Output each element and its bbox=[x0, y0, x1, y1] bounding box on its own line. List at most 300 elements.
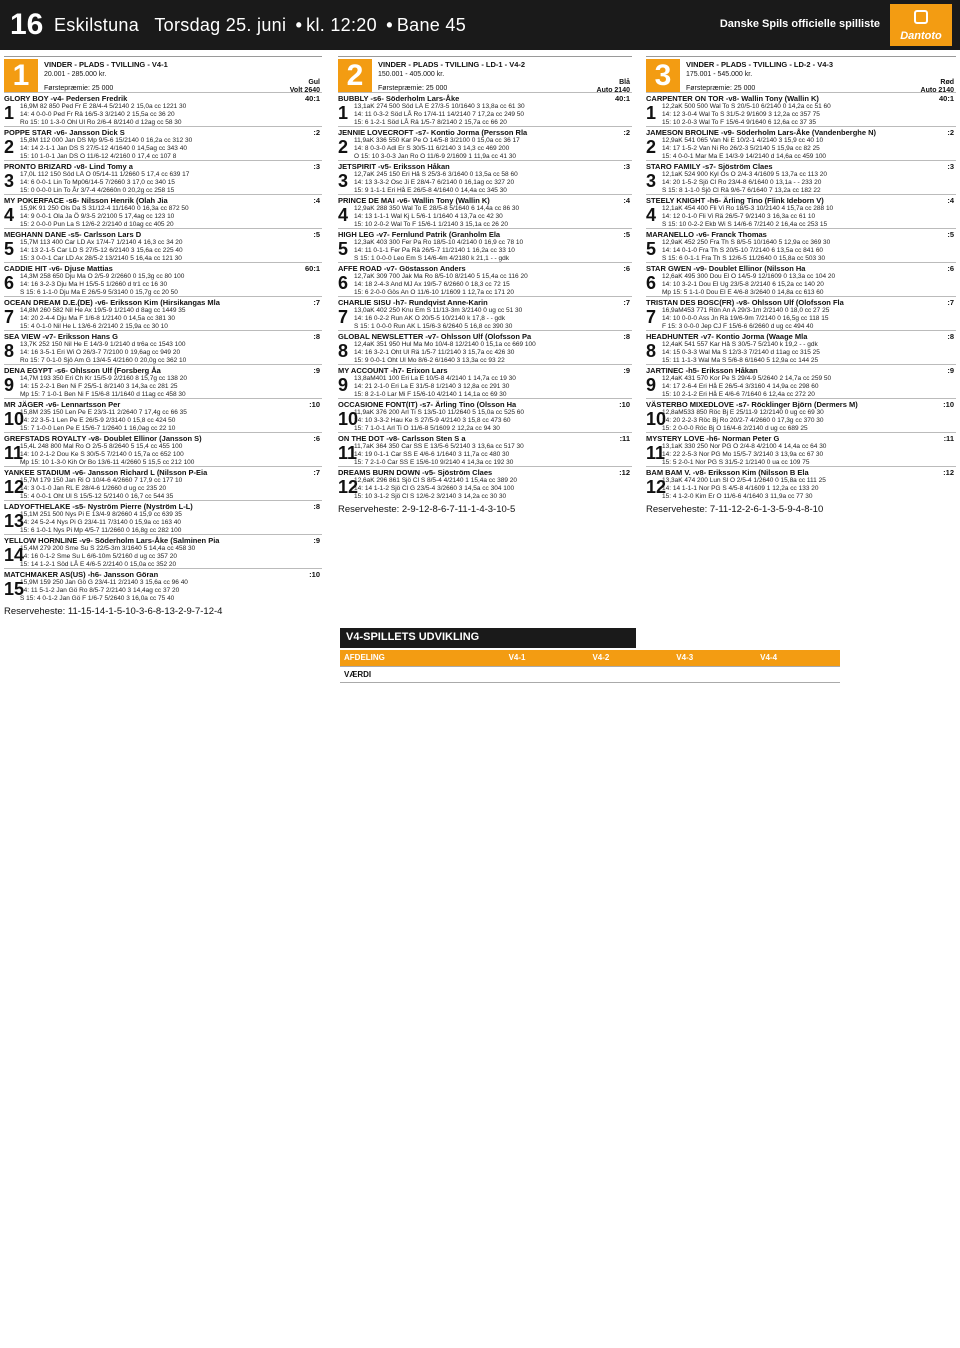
horse-name: STAR GWEN -v9- Doublet Ellinor (Nilsson Ha bbox=[646, 264, 806, 273]
horse-entry bbox=[646, 296, 956, 330]
horse-form bbox=[20, 307, 322, 331]
form-line: 15: 6 1-2-1 Söd LÅ Rä 1/5-7 8/2140 2 15,7a cc 66 20 bbox=[354, 119, 507, 126]
form-line: 17,0L 112 150 Söd LÅ O 05/14-11 1/2660 5 17,4 cc 639 17 bbox=[20, 171, 190, 178]
horse-entry bbox=[646, 398, 956, 432]
horse-name: GLOBAL NEWSLETTER -v7- Ohlsson Ulf (Olofsson Pa bbox=[338, 332, 532, 341]
horse-form bbox=[20, 273, 322, 297]
horse-form bbox=[20, 171, 322, 195]
horse-entry bbox=[4, 568, 322, 602]
horse-name: MATCHMAKER AS(US) -h6- Jansson Göran bbox=[4, 570, 159, 579]
horse-number: 12 bbox=[646, 477, 667, 497]
race-distance: Auto 2140 bbox=[920, 87, 954, 94]
horse-odds: :3 bbox=[313, 162, 320, 171]
horse-form bbox=[354, 103, 632, 127]
horse-form bbox=[20, 205, 322, 229]
horse-entry bbox=[338, 296, 632, 330]
horse-form bbox=[354, 273, 632, 297]
horse-number: 1 bbox=[338, 103, 349, 123]
race-title: VINDER - PLADS - TVILLING - V4-1 bbox=[44, 60, 168, 69]
form-line: 12,6aK 495 300 Dou El O 14/5-9 12/1609 0 13,3a cc 104 20 bbox=[662, 273, 836, 280]
horse-name: AFFE ROAD -v7- Göstasson Anders bbox=[338, 264, 466, 273]
form-line: 13,3aK 474 200 Lun Sl O 2/5-4 1/2640 0 15,8a cc 111 25 bbox=[662, 477, 826, 484]
race-prize: 150.001 - 405.000 kr. bbox=[378, 71, 445, 78]
horse-odds: :12 bbox=[619, 468, 630, 477]
horse-number: 14 bbox=[4, 545, 25, 565]
horse-form bbox=[354, 137, 632, 161]
horse-form bbox=[20, 443, 322, 467]
form-line: 15: 8 2-1-0 Lar Mi F 15/6-10 4/2140 1 14,1a cc 69 30 bbox=[354, 391, 507, 398]
reserve-horses: Reserveheste: 7-11-12-2-6-1-3-5-9-4-8-10 bbox=[646, 504, 824, 515]
form-line: 15: 2 0-0-0 Röc Bj O 16/4-6 2/2140 d ug cc 689 25 bbox=[662, 425, 808, 432]
horse-form bbox=[20, 477, 322, 501]
horse-form bbox=[354, 341, 632, 365]
form-line: 14: 16 3-5-1 Eri Wi O 26/3-7 7/2100 0 19,6ag cc 949 20 bbox=[20, 349, 181, 356]
horse-number: 8 bbox=[338, 341, 349, 361]
horse-name: MARANELLO -v6- Franck Thomas bbox=[646, 230, 767, 239]
form-line: 15,9K 91 250 Ols Da S 31/12-4 11/1640 0 16,3a cc 872 50 bbox=[20, 205, 189, 212]
form-line: Mp 15: 5 1-1-0 Dou El E 4/6-8 3/2640 0 14,8a cc 613 60 bbox=[662, 289, 824, 296]
form-line: 14: 11 0-3-2 Söd LÅ Ro 17/4-11 14/2140 7 17,2a cc 249 50 bbox=[354, 111, 524, 118]
form-line: 13,1aK 330 250 Nor PG O 2/4-8 4/2100 4 14,4a cc 64 30 bbox=[662, 443, 827, 450]
horse-number: 3 bbox=[4, 171, 15, 191]
form-line: 15: 5 2-0-1 Nor PG S 31/5-2 1/2140 0 ua cc 109 75 bbox=[662, 459, 810, 466]
horse-form bbox=[662, 307, 956, 331]
horse-name: VÄSTERBO MIXEDLOVE -s7- Röcklinger Björn (Dermers M) bbox=[646, 400, 858, 409]
horse-number: 7 bbox=[4, 307, 15, 327]
horse-name: MYSTERY LOVE -h6- Norman Peter G bbox=[646, 434, 780, 443]
horse-form bbox=[662, 171, 956, 195]
horse-name: DENA EGYPT -s6- Ohlsson Ulf (Forsberg Åa bbox=[4, 366, 161, 375]
form-line: 14: 24 5-2-4 Nys Pi G 23/4-11 7/3140 0 15,9a cc 163 40 bbox=[20, 519, 182, 526]
form-line: 15,7M 113 400 Car LD Ax 17/4-7 1/2140 4 16,3 cc 34 20 bbox=[20, 239, 183, 246]
form-line: S 15: 1 0-0-0 Leo Em S 14/6-4m 4/2180 k 21,1 - - gdk bbox=[354, 255, 510, 262]
horse-entry bbox=[646, 466, 956, 500]
form-line: 14,3M 258 650 Dju Ma O 2/5-9 2/2660 0 15,3g cc 80 100 bbox=[20, 273, 185, 280]
horse-odds: :10 bbox=[943, 400, 954, 409]
form-line: S 15: 6 1-1-0 Dju Ma E 26/5-9 5/3140 0 15,7g cc 20 50 bbox=[20, 289, 178, 296]
horse-form bbox=[354, 205, 632, 229]
horse-odds: :8 bbox=[623, 332, 630, 341]
horse-odds: :7 bbox=[947, 298, 954, 307]
horse-entry bbox=[646, 330, 956, 364]
form-line: 15: 10 1-0-1 Jan DS O 11/6-12 4/2160 0 17,4 cc 107 8 bbox=[20, 153, 177, 160]
horse-form bbox=[354, 443, 632, 467]
horse-entry bbox=[4, 500, 322, 534]
form-line: 15: 9 0-0-1 Oht Ul Mo 8/6-2 6/1640 3 13,3a cc 93 22 bbox=[354, 357, 505, 364]
race-number: 2 bbox=[338, 59, 372, 93]
horse-entry bbox=[646, 364, 956, 398]
form-line: S 15: 4 0-1-2 Jan Gö F 1/6-7 5/2640 3 16,0a cc 75 40 bbox=[20, 595, 175, 602]
horse-number: 8 bbox=[646, 341, 657, 361]
form-line: 14: 10 3-3-2 Hau Ke S 27/5-9 4/2140 3 15,8 cc 473 60 bbox=[354, 417, 511, 424]
horse-name: JETSPIRIT -v5- Eriksson Håkan bbox=[338, 162, 450, 171]
horse-odds: :2 bbox=[313, 128, 320, 137]
form-line: 14: 11 5-1-2 Jan Gö Ro 8/5-7 2/2140 3 14,4ag cc 37 20 bbox=[20, 587, 180, 594]
race-color: Blå bbox=[619, 79, 630, 86]
horse-name: JAMESON BROLINE -v9- Söderholm Lars-Åke (Vandenberghe N) bbox=[646, 128, 877, 137]
form-line: 15: 0 0-0-0 Lin To År 3/7-4 4/2660n 0 20,2g cc 258 15 bbox=[20, 187, 175, 194]
horse-form bbox=[662, 443, 956, 467]
form-line: 14: 15 2-2-1 Ben Ni F 25/5-1 8/2140 3 14,3a cc 281 25 bbox=[20, 383, 178, 390]
form-line: 14: 13 3-3-2 Osc Ji E 28/4-7 6/2140 0 16,1ag cc 327 20 bbox=[354, 179, 515, 186]
horse-form bbox=[20, 341, 322, 365]
form-line: 15: 9 1-1-1 Eri Hå E 26/5-8 4/1640 0 14,4a cc 345 30 bbox=[354, 187, 507, 194]
horse-name: YANKEE STADIUM -v6- Jansson Richard L (Nilsson P-Eia bbox=[4, 468, 208, 477]
form-line: S 15: 10 0-2-2 Ekb Wi S 14/6-6 7/2140 2 16,4a cc 253 15 bbox=[662, 221, 828, 228]
horse-odds: :6 bbox=[947, 264, 954, 273]
horse-odds: :8 bbox=[947, 332, 954, 341]
form-line: S 15: 6 0-1-1 Fra Th S 12/6-5 11/2640 0 15,8a cc 503 30 bbox=[662, 255, 826, 262]
horse-name: DREAMS BURN DOWN -v5- Sjöström Claes bbox=[338, 468, 493, 477]
horse-name: GLORY BOY -v4- Pedersen Fredrik bbox=[4, 94, 128, 103]
horse-number: 5 bbox=[338, 239, 349, 259]
horse-number: 2 bbox=[4, 137, 15, 157]
form-line: 15: 4 0-0-1 Mar Ma E 14/3-9 14/2140 d 14,6a cc 459 100 bbox=[662, 153, 827, 160]
form-line: 13,7K 252 150 Nil He E 14/3-9 1/2140 d tr6a cc 1543 100 bbox=[20, 341, 186, 348]
horse-number: 6 bbox=[4, 273, 15, 293]
form-line: 14: 16 0-1-2 Sme Su L 6/6-10m 5/2160 d ug cc 357 20 bbox=[20, 553, 177, 560]
form-line: S 15: 8 1-1-0 Sjö Cl Rä 9/6-7 6/1640 7 13,2a cc 182 22 bbox=[662, 187, 821, 194]
form-line: 14: 20 2-2-3 Röc Bj Ro 20/2-7 4/2660 0 17,3g cc 370 30 bbox=[662, 417, 824, 424]
horse-name: TRISTAN DES BOSC(FR) -v8- Ohlsson Ulf (Olofsson Fla bbox=[646, 298, 844, 307]
form-line: 12,9aK 288 350 Wal To E 28/5-8 5/1640 6 14,4a cc 86 30 bbox=[354, 205, 520, 212]
form-line: 15: 6 1-0-1 Nys Pi Mp 4/5-7 11/2660 0 16,8g cc 282 100 bbox=[20, 527, 182, 534]
horse-odds: :9 bbox=[623, 366, 630, 375]
horse-name: STARO FAMILY -s7- Sjöström Claes bbox=[646, 162, 773, 171]
form-line: 14: 11 0-1-1 Fer Pa Rä 26/5-7 11/2140 1 16,2a cc 33 10 bbox=[354, 247, 515, 254]
horse-number: 3 bbox=[338, 171, 349, 191]
v4-row-label: VÆRDI bbox=[340, 666, 505, 682]
horse-form bbox=[20, 375, 322, 399]
form-line: 14: 14 0-1-0 Fra Th S 20/5-10 7/2140 6 13,5a cc 841 60 bbox=[662, 247, 824, 254]
horse-odds: :11 bbox=[619, 434, 630, 443]
form-line: 16,9M 82 850 Ped Fr E 28/4-4 5/2140 2 15,0a cc 1221 30 bbox=[20, 103, 187, 110]
form-line: 12,4aK 431 570 Kor Pe S 29/4-9 5/2640 2 14,7a cc 259 50 bbox=[662, 375, 832, 382]
horse-entry bbox=[4, 296, 322, 330]
horse-form bbox=[20, 239, 322, 263]
form-line: 14: 4 0-0-0 Ped Fr Rä 16/5-3 3/2140 2 15,5a cc 36 20 bbox=[20, 111, 175, 118]
horse-entry bbox=[646, 126, 956, 160]
horse-name: HEADHUNTER -v7- Kontio Jorma (Waage Mla bbox=[646, 332, 808, 341]
form-line: 14: 14 2-1-1 Jan DS S 27/5-12 4/1640 0 14,5ag cc 343 40 bbox=[20, 145, 187, 152]
horse-form bbox=[662, 341, 956, 365]
horse-form bbox=[20, 409, 322, 433]
horse-name: MY POKERFACE -s6- Nilsson Henrik (Olah Jia bbox=[4, 196, 168, 205]
horse-form bbox=[662, 103, 956, 127]
horse-form bbox=[20, 137, 322, 161]
form-line: 14: 21 2-1-0 Eri La E 31/5-8 1/2140 3 12,8a cc 291 30 bbox=[354, 383, 510, 390]
form-line: 13,8aM401 100 Eri La E 10/5-8 4/2140 1 14,7a cc 19 30 bbox=[354, 375, 516, 382]
race-column bbox=[4, 56, 322, 617]
horse-entry bbox=[646, 262, 956, 296]
race-title: VINDER - PLADS - TVILLING - LD-1 - V4-2 bbox=[378, 60, 526, 69]
horse-odds: :3 bbox=[623, 162, 630, 171]
v4-header-cell: V4-1 bbox=[505, 650, 589, 666]
horse-name: STEELY KNIGHT -h6- Ärling Tino (Flink Ideborn V) bbox=[646, 196, 824, 205]
horse-odds: :5 bbox=[947, 230, 954, 239]
form-line: 14: 12 3-0-4 Wal To S 31/5-2 9/1609 3 12,2a cc 357 75 bbox=[662, 111, 820, 118]
form-line: 15: 10 2-0-3 Wal To F 15/6-4 9/1640 6 12,6a cc 37 35 bbox=[662, 119, 816, 126]
form-line: Mp 15: 10 1-3-0 Kih Or Bo 13/6-11 4/2660 5 15,5 cc 212 100 bbox=[20, 459, 195, 466]
horse-odds: :7 bbox=[313, 298, 320, 307]
form-line: 15,9M 159 250 Jan Gö G 23/4-11 2/2140 3 15,6a cc 96 40 bbox=[20, 579, 188, 586]
form-line: 15,4M 279 200 Sme Su S 22/5-3m 3/1640 5 14,4a cc 458 30 bbox=[20, 545, 196, 552]
form-line: S 15: 1 0-0-0 Run AK L 15/6-3 6/2640 5 16,8 cc 390 30 bbox=[354, 323, 513, 330]
horse-form bbox=[354, 307, 632, 331]
form-line: 15: 10 3-1-2 Sjö Cl S 12/6-2 3/2140 3 14,2a cc 30 30 bbox=[354, 493, 507, 500]
race-distance: Auto 2140 bbox=[596, 87, 630, 94]
form-line: 11,9aK 376 200 Arl Ti S 13/5-10 11/2640 5 15,0a cc 525 60 bbox=[354, 409, 524, 416]
horse-entry bbox=[338, 262, 632, 296]
race-first-prize: Førstepræmie: 25 000 bbox=[44, 85, 114, 92]
horse-number: 9 bbox=[338, 375, 349, 395]
form-line: 12,1aK 454 400 Fli Vi Ro 18/5-3 10/2140 4 15,7a cc 288 10 bbox=[662, 205, 834, 212]
horse-name: CARPENTER ON TOR -v8- Wallin Tony (Wallin K) bbox=[646, 94, 819, 103]
horse-entry bbox=[646, 228, 956, 262]
form-line: 14: 20 2-4-4 Dju Ma F 1/6-8 1/2140 0 14,5a cc 381 30 bbox=[20, 315, 176, 322]
horse-number: 3 bbox=[646, 171, 657, 191]
form-line: 12,4aK 351 950 Hul Ma Mo 10/4-8 12/2140 0 15,1a cc 669 100 bbox=[354, 341, 536, 348]
form-line: 15: 4 0-1-0 Nil He L 13/6-6 2/2140 2 15,9a cc 30 10 bbox=[20, 323, 168, 330]
horse-name: LADYOFTHELAKE -s5- Nyström Pierre (Nyström L-L) bbox=[4, 502, 193, 511]
horse-number: 10 bbox=[4, 409, 25, 429]
horse-odds: :5 bbox=[313, 230, 320, 239]
horse-odds: :9 bbox=[313, 366, 320, 375]
v4-header-cell: V4-3 bbox=[672, 650, 756, 666]
form-line: 15,8M 235 150 Len Pe E 23/3-11 2/2640 7 17,4g cc 66 35 bbox=[20, 409, 187, 416]
form-line: 14: 17 1-5-2 Van Ni Ro 26/2-3 5/2140 5 15,9a cc 82 25 bbox=[662, 145, 820, 152]
form-line: 12,4aK 541 557 Kar Hå S 30/5-7 5/2140 k 19,2 - - gdk bbox=[662, 341, 818, 348]
horse-number: 7 bbox=[338, 307, 349, 327]
race-color: Rød bbox=[940, 79, 954, 86]
horse-form bbox=[354, 409, 632, 433]
horse-odds: :9 bbox=[313, 536, 320, 545]
reserve-horses: Reserveheste: 2-9-12-8-6-7-11-1-4-3-10-5 bbox=[338, 504, 516, 515]
horse-number: 2 bbox=[338, 137, 349, 157]
horse-odds: :4 bbox=[947, 196, 954, 205]
horse-entry bbox=[338, 364, 632, 398]
form-line: 13,0aK 402 250 Knu Em S 11/13-3m 3/2140 0 ug cc 51 30 bbox=[354, 307, 523, 314]
horse-entry bbox=[4, 466, 322, 500]
horse-number: 12 bbox=[4, 477, 25, 497]
horse-name: BUBBLY -s6- Söderholm Lars-Åke bbox=[338, 94, 460, 103]
form-line: Ro 15: 7 0-1-0 Sjö Am G 13/4-5 4/2160 0 20,0g cc 362 10 bbox=[20, 357, 187, 364]
dantoto-logo: Dantoto bbox=[890, 4, 952, 46]
horse-name: PRINCE DE MAI -v6- Wallin Tony (Wallin K) bbox=[338, 196, 490, 205]
horse-number: 5 bbox=[4, 239, 15, 259]
form-line: 14: 20 1-5-2 Sjö Cl Ro 23/4-8 6/1640 0 13,1a - - 233 20 bbox=[662, 179, 822, 186]
horse-number: 1 bbox=[4, 103, 15, 123]
form-line: 12,3aK 403 300 Fer Pa Ro 18/5-10 4/2140 0 16,9 cc 78 10 bbox=[354, 239, 524, 246]
form-line: 14: 9 0-0-1 Ola Ja Ö 9/3-5 2/2100 5 17,4ag cc 123 10 bbox=[20, 213, 175, 220]
v4-header-cell: V4-4 bbox=[756, 650, 840, 666]
form-line: 14: 6 0-0-1 Lin To Mp06/14-5 7/2660 3 17,0 cc 340 15 bbox=[20, 179, 175, 186]
header-tagline: Danske Spils officielle spilliste bbox=[719, 18, 880, 30]
form-line: 14: 14 1-1-2 Sjö Cl G 23/5-4 3/2660 3 14,5a cc 304 100 bbox=[354, 485, 515, 492]
form-line: 14: 16 0-2-2 Run AK O 20/5-5 10/2140 k 17,8 - - gdk bbox=[354, 315, 506, 322]
form-line: 15: 4 0-0-1 Oht Ul S 15/5-12 5/2140 0 16,7 cc 544 35 bbox=[20, 493, 174, 500]
horse-entry bbox=[338, 92, 632, 126]
form-line: 14,8M 260 582 Nil He Ax 19/5-9 1/2140 d 8ag cc 1449 35 bbox=[20, 307, 186, 314]
horse-entry bbox=[4, 92, 322, 126]
form-line: 15,1M 251 500 Nys Pi E 13/4-9 8/2660 4 15,9 cc 639 35 bbox=[20, 511, 182, 518]
horse-number: 10 bbox=[338, 409, 359, 429]
horse-form bbox=[662, 137, 956, 161]
v4-header-cell: V4-2 bbox=[588, 650, 672, 666]
race-distance: Volt 2640 bbox=[289, 87, 320, 94]
horse-number: 10 bbox=[646, 409, 667, 429]
horse-odds: :5 bbox=[623, 230, 630, 239]
form-line: Ro 15: 10 1-3-0 Ohl Ul Ro 2/6-4 8/2140 d 12ag cc 58 30 bbox=[20, 119, 182, 126]
horse-number: 2 bbox=[646, 137, 657, 157]
horse-number: 15 bbox=[4, 579, 25, 599]
form-line: 14: 13 1-1-1 Wal Kj L 5/6-1 1/1640 4 13,7a cc 42 30 bbox=[354, 213, 503, 220]
horse-entry bbox=[338, 228, 632, 262]
horse-entry bbox=[4, 534, 322, 568]
horse-odds: 40:1 bbox=[304, 94, 320, 103]
horse-name: SEA VIEW -v7- Eriksson Hans G bbox=[4, 332, 118, 341]
form-line: 14: 19 0-1-1 Car SS E 4/6-6 1/1640 3 11,7a cc 480 30 bbox=[354, 451, 510, 458]
horse-name: GREFSTADS ROYALTY -v8- Doublet Ellinor (Jansson S) bbox=[4, 434, 202, 443]
form-line: 15: 7 2-1-0 Car SS E 15/6-10 9/2140 4 14,3a cc 192 30 bbox=[354, 459, 514, 466]
form-line: 15: 2 0-0-0 Pun La S 12/6-2 2/2140 d 10ag cc 405 20 bbox=[20, 221, 174, 228]
horse-name: CADDIE HIT -v6- Djuse Mattias bbox=[4, 264, 113, 273]
horse-form bbox=[20, 579, 322, 603]
horse-entry bbox=[338, 194, 632, 228]
horse-number: 6 bbox=[646, 273, 657, 293]
logo-icon bbox=[914, 10, 928, 24]
form-line: 16,9aM453 771 Rön An A 29/3-1m 2/2140 0 18,0 cc 27 25 bbox=[662, 307, 830, 314]
form-line: 15: 4 1-2-0 Kim Er O 11/6-6 4/1640 3 11,9a cc 77 30 bbox=[662, 493, 813, 500]
horse-odds: :10 bbox=[309, 570, 320, 579]
form-line: 12,2aK 500 500 Wal To S 20/5-10 6/2140 0 14,2a cc 51 60 bbox=[662, 103, 831, 110]
form-line: O 15: 10 3-0-3 Jan Ro O 11/6-9 2/1609 1 11,9a cc 41 30 bbox=[354, 153, 517, 160]
horse-entry bbox=[4, 432, 322, 466]
horse-name: BAM BAM V. -v8- Eriksson Kim (Nilsson B Ela bbox=[646, 468, 809, 477]
form-line: 14: 8 0-3-0 Adl Er S 30/5-11 6/2140 3 14,3 cc 469 200 bbox=[354, 145, 510, 152]
horse-odds: :2 bbox=[623, 128, 630, 137]
horse-odds: 40:1 bbox=[938, 94, 954, 103]
horse-entry bbox=[4, 228, 322, 262]
form-line: 12,7aK 245 150 Eri Hå S 25/3-6 3/1640 0 13,5a cc 58 60 bbox=[354, 171, 518, 178]
horse-form bbox=[354, 239, 632, 263]
horse-number: 7 bbox=[646, 307, 657, 327]
horse-odds: :8 bbox=[313, 502, 320, 511]
form-line: 12,7aK 309 700 Jak Ma Ro 8/5-10 8/2140 5 15,4a cc 116 20 bbox=[354, 273, 528, 280]
v4-table bbox=[340, 650, 840, 683]
horse-entry bbox=[338, 330, 632, 364]
horse-number: 5 bbox=[646, 239, 657, 259]
form-line: 15: 7 1-0-0 Len Pe E 15/6-7 1/2640 1 16,0ag cc 22 10 bbox=[20, 425, 176, 432]
horse-form bbox=[662, 375, 956, 399]
form-line: 15: 14 1-2-1 Söd LÅ E 4/6-5 2/2140 0 15,0a cc 352 20 bbox=[20, 561, 177, 568]
horse-entry bbox=[338, 398, 632, 432]
horse-name: ON THE DOT -v8- Carlsson Sten S a bbox=[338, 434, 466, 443]
horse-form bbox=[662, 477, 956, 501]
horse-odds: 40:1 bbox=[614, 94, 630, 103]
horse-form bbox=[662, 409, 956, 433]
horse-odds: :9 bbox=[947, 366, 954, 375]
form-line: 12,6aK 296 861 Sjö Cl S 8/5-4 4/2140 1 15,4a cc 389 20 bbox=[354, 477, 517, 484]
reserve-horses: Reserveheste: 11-15-14-1-5-10-3-6-8-13-2-9-7-12-4 bbox=[4, 606, 223, 617]
race-prize: 20.001 - 285.000 kr. bbox=[44, 71, 107, 78]
page-header bbox=[0, 0, 960, 50]
form-line: 15,7M 179 150 Jan Ri O 10/4-6 4/2660 7 17,9 cc 177 10 bbox=[20, 477, 183, 484]
horse-number: 1 bbox=[646, 103, 657, 123]
form-line: 15: 10 2-0-2 Wal To F 15/6-1 1/2140 3 15,1a cc 26 20 bbox=[354, 221, 508, 228]
horse-odds: :11 bbox=[943, 434, 954, 443]
form-line: 12,9aK 541 065 Van Ni E 10/2-1 4/2140 3 15,9 cc 40 10 bbox=[662, 137, 824, 144]
horse-entry bbox=[4, 364, 322, 398]
horse-form bbox=[354, 171, 632, 195]
horse-odds: :8 bbox=[313, 332, 320, 341]
race-header bbox=[4, 56, 322, 92]
form-line: 14,7M 193 350 Eri Ch Kr 15/5-9 2/2160 8 15,7g cc 138 20 bbox=[20, 375, 187, 382]
horse-odds: :4 bbox=[623, 196, 630, 205]
race-column bbox=[338, 56, 632, 515]
race-prize: 175.001 - 545.000 kr. bbox=[686, 71, 753, 78]
form-line: 14: 16 3-2-3 Dju Ma H 15/5-5 1/2660 d tr1 cc 16 30 bbox=[20, 281, 168, 288]
horse-form bbox=[20, 545, 322, 569]
horse-form bbox=[20, 511, 322, 535]
form-line: 15: 3 0-0-1 Car LD Ax 28/5-2 13/2140 5 16,4a cc 121 30 bbox=[20, 255, 182, 262]
horse-entry bbox=[338, 432, 632, 466]
race-number: 1 bbox=[4, 59, 38, 93]
horse-name: YELLOW HORNLINE -v9- Söderholm Lars-Åke (Salminen Pia bbox=[4, 536, 220, 545]
form-line: 14: 22 2-5-3 Nor PG Mo 15/5-7 3/2140 3 13,9a cc 67 30 bbox=[662, 451, 824, 458]
race-column bbox=[646, 56, 956, 515]
horse-entry bbox=[4, 262, 322, 296]
horse-odds: :6 bbox=[313, 434, 320, 443]
horse-form bbox=[354, 375, 632, 399]
form-line: 13,1aK 274 500 Söd LÅ E 27/3-5 10/1640 3 13,8a cc 61 30 bbox=[354, 103, 525, 110]
form-line: 15: 6 2-0-0 Gös An O 11/6-10 1/1609 1 12,7a cc 171 20 bbox=[354, 289, 514, 296]
form-line: F 15: 3 0-0-0 Jep CJ F 15/6-6 6/2660 d ug cc 494 40 bbox=[662, 323, 814, 330]
horse-odds: :10 bbox=[619, 400, 630, 409]
horse-entry bbox=[338, 160, 632, 194]
horse-form bbox=[20, 103, 322, 127]
horse-name: JENNIE LOVECROFT -s7- Kontio Jorma (Persson Rla bbox=[338, 128, 528, 137]
horse-name: OCEAN DREAM D.E.(DE) -v6- Eriksson Kim (Hirsikangas Mla bbox=[4, 298, 220, 307]
horse-form bbox=[662, 273, 956, 297]
form-line: 14: 10 3-2-1 Dou El Ug 23/5-8 2/2140 6 15,2a cc 140 20 bbox=[662, 281, 824, 288]
horse-odds: :7 bbox=[313, 468, 320, 477]
form-line: 14: 17 2-6-4 Eri Hå E 26/5-4 3/3160 4 14,9a cc 298 60 bbox=[662, 383, 819, 390]
horse-entry bbox=[4, 194, 322, 228]
v4-header-cell: AFDELING bbox=[340, 650, 505, 666]
v4-section-title: V4-SPILLETS UDVIKLING bbox=[340, 628, 636, 648]
form-line: 14: 14 1-1-1 Nor PG S 4/5-8 4/1609 1 12,2a cc 133 20 bbox=[662, 485, 819, 492]
horse-number: 4 bbox=[4, 205, 15, 225]
form-line: 12,1aK 524 900 Kyl Os O 2/4-3 4/1609 5 13,7a cc 113 20 bbox=[662, 171, 828, 178]
race-first-prize: Førstepræmie: 25 000 bbox=[378, 85, 448, 92]
horse-form bbox=[662, 239, 956, 263]
horse-entry bbox=[338, 466, 632, 500]
horse-form bbox=[354, 477, 632, 501]
horse-name: POPPE STAR -v6- Jansson Dick S bbox=[4, 128, 125, 137]
horse-odds: :12 bbox=[943, 468, 954, 477]
horse-odds: 60:1 bbox=[304, 264, 320, 273]
horse-odds: :4 bbox=[313, 196, 320, 205]
horse-name: OCCASIONE FONT(IT) -s7- Ärling Tino (Olsson Ha bbox=[338, 400, 517, 409]
horse-number: 13 bbox=[4, 511, 25, 531]
race-first-prize: Førstepræmie: 25 000 bbox=[686, 85, 756, 92]
race-header bbox=[338, 56, 632, 92]
horse-number: 11 bbox=[338, 443, 358, 463]
form-line: 14: 13 2-1-5 Car LD S 27/5-12 6/2140 3 15,6a cc 225 40 bbox=[20, 247, 183, 254]
race-color: Gul bbox=[308, 79, 320, 86]
horse-number: 11 bbox=[4, 443, 24, 463]
